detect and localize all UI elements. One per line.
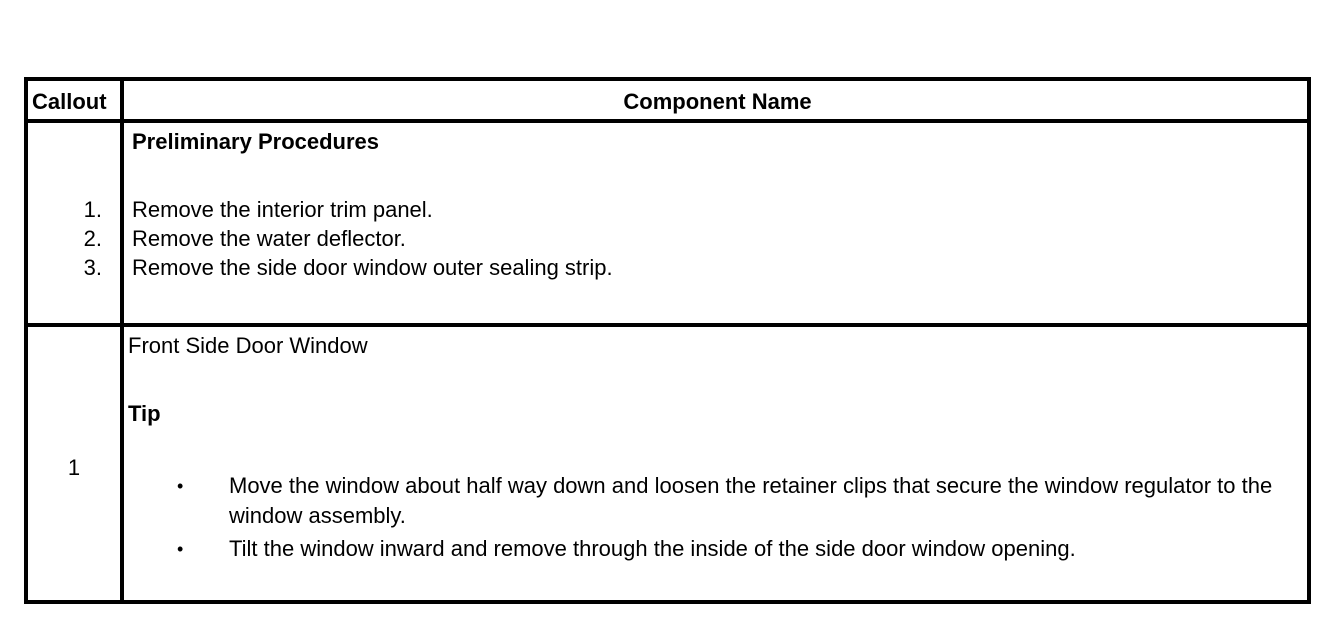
list-item [168,534,1288,564]
bullet-icon: • [177,476,184,496]
list-item [28,195,1308,224]
list-item [168,471,1288,531]
step-text: Remove the water deflector. [132,226,406,251]
step-number: 3. [83,255,102,280]
list-item [28,224,1308,253]
step-text: Remove the side door window outer sealing strip. [132,255,613,280]
component-name-column-header: Component Name [623,89,812,114]
tip-heading: Tip [128,401,161,426]
tip-text: Move the window about half way down and loosen the retainer clips that secure the window regulator to the window assembly. [229,473,1273,528]
step-text: Remove the interior trim panel. [132,197,433,222]
procedure-table [24,77,1311,604]
header-divider [28,119,1307,123]
tip-text: Tilt the window inward and remove through the inside of the side door window opening. [229,536,1076,561]
row-divider [28,323,1307,327]
column-divider [120,81,124,600]
tip-list [168,471,1288,567]
callout-number: 1 [67,455,81,480]
step-number: 2. [83,226,102,251]
callout-column-header: Callout [32,89,107,114]
list-item [28,253,1308,282]
preliminary-steps-list [28,195,1308,282]
step-number: 1. [83,197,102,222]
bullet-icon: • [177,539,184,559]
component-name: Front Side Door Window [128,333,368,358]
preliminary-procedures-title: Preliminary Procedures [132,129,380,154]
